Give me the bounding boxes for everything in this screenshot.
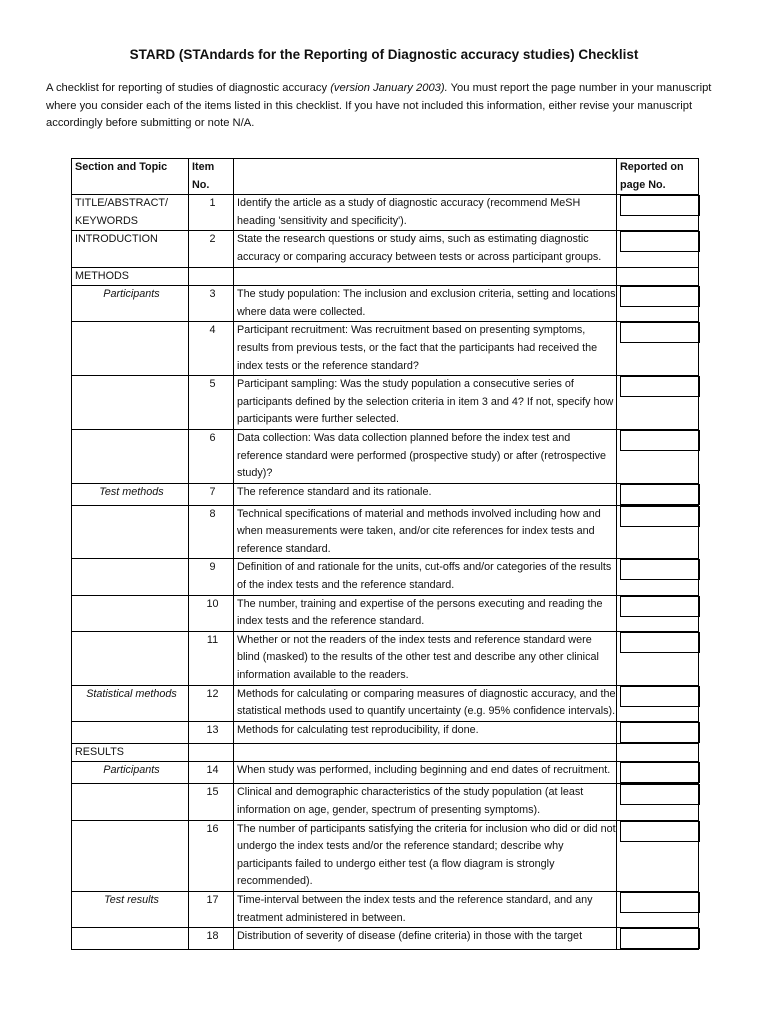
table-row xyxy=(72,820,699,891)
item-number: 14 xyxy=(189,762,234,784)
section-cell xyxy=(72,322,189,376)
page-number-box[interactable] xyxy=(620,784,700,805)
page-number-cell xyxy=(617,231,699,267)
intro-text-end: You must report the page number in your manuscript where you consider each of the items listed in this checklist. If you have not included this information, either revise your manuscript accordingly before submitting or note N/A. xyxy=(46,82,712,129)
page-number-box[interactable] xyxy=(620,195,700,216)
item-number: 17 xyxy=(189,891,234,927)
page-number-box[interactable] xyxy=(620,322,700,343)
subsection-cell: Test results xyxy=(72,891,189,927)
page-number-cell xyxy=(617,820,699,891)
item-description: When study was performed, including beginning and end dates of recruitment. xyxy=(234,762,617,784)
section-cell xyxy=(72,631,189,685)
table-row xyxy=(72,322,699,376)
item-number: 13 xyxy=(189,721,234,743)
section-cell xyxy=(72,928,189,950)
item-description xyxy=(234,267,617,286)
header-section-topic: Section and Topic xyxy=(72,159,189,195)
item-number: 18 xyxy=(189,928,234,950)
intro-version: (version January 2003). xyxy=(330,82,448,94)
table-row xyxy=(72,721,699,743)
section-cell: TITLE/ABSTRACT/ KEYWORDS xyxy=(72,195,189,231)
page-number-cell xyxy=(617,559,699,595)
page-number-box[interactable] xyxy=(620,928,700,949)
section-cell: METHODS xyxy=(72,267,189,286)
page-number-cell xyxy=(617,595,699,631)
page-number-cell xyxy=(617,685,699,721)
page-number-cell xyxy=(617,928,699,950)
table-row xyxy=(72,231,699,267)
item-description: Methods for calculating or comparing measures of diagnostic accuracy, and the statistical methods used to quantify uncertainty (e.g. 95% confidence intervals). xyxy=(234,685,617,721)
header-reported-page: Reported on page No. xyxy=(617,159,699,195)
item-number: 4 xyxy=(189,322,234,376)
section-cell xyxy=(72,721,189,743)
item-description: State the research questions or study aims, such as estimating diagnostic accuracy or comparing accuracy between tests or across participant groups. xyxy=(234,231,617,267)
item-number: 6 xyxy=(189,429,234,483)
subsection-cell: Statistical methods xyxy=(72,685,189,721)
table-row xyxy=(72,631,699,685)
page-number-cell xyxy=(617,762,699,784)
item-description: Participant sampling: Was the study population a consecutive series of participants defined by the selection criteria in item 3 and 4? If not, specify how participants were further selected. xyxy=(234,376,617,430)
page-number-box[interactable] xyxy=(620,506,700,527)
table-row xyxy=(72,559,699,595)
page-number-cell xyxy=(617,743,699,762)
item-description: The number of participants satisfying the criteria for inclusion who did or did not undergo the index tests and/or the reference standard; describe why participants failed to undergo either test (a flow diagram is strongly recommended). xyxy=(234,820,617,891)
page-number-cell xyxy=(617,429,699,483)
page-number-box[interactable] xyxy=(620,686,700,707)
item-number xyxy=(189,743,234,762)
stard-checklist-table xyxy=(71,158,699,950)
page-number-box[interactable] xyxy=(620,762,700,783)
page-number-box[interactable] xyxy=(620,892,700,913)
section-cell xyxy=(72,376,189,430)
page-number-box[interactable] xyxy=(620,484,700,505)
item-number: 11 xyxy=(189,631,234,685)
item-description: Definition of and rationale for the units, cut-offs and/or categories of the results of the index tests and the reference standard. xyxy=(234,559,617,595)
page-number-cell xyxy=(617,376,699,430)
page-number-box[interactable] xyxy=(620,559,700,580)
item-number: 12 xyxy=(189,685,234,721)
table-row xyxy=(72,784,699,820)
item-number: 16 xyxy=(189,820,234,891)
item-description: Identify the article as a study of diagnostic accuracy (recommend MeSH heading 'sensitivity and specificity'). xyxy=(234,195,617,231)
subsection-cell: Test methods xyxy=(72,483,189,505)
page-number-box[interactable] xyxy=(620,722,700,743)
item-description: Data collection: Was data collection planned before the index test and reference standard were performed (prospective study) or after (retrospective study)? xyxy=(234,429,617,483)
section-cell xyxy=(72,429,189,483)
table-row xyxy=(72,762,699,784)
subsection-cell: Participants xyxy=(72,286,189,322)
section-cell xyxy=(72,559,189,595)
page-number-cell xyxy=(617,483,699,505)
page-number-box[interactable] xyxy=(620,286,700,307)
table-row xyxy=(72,429,699,483)
item-description: Methods for calculating test reproducibility, if done. xyxy=(234,721,617,743)
item-number: 5 xyxy=(189,376,234,430)
section-heading-row xyxy=(72,267,699,286)
item-number: 8 xyxy=(189,505,234,559)
header-item-no: Item No. xyxy=(189,159,234,195)
page-number-box[interactable] xyxy=(620,596,700,617)
item-description xyxy=(234,743,617,762)
section-cell: RESULTS xyxy=(72,743,189,762)
table-row xyxy=(72,928,699,950)
item-description: Distribution of severity of disease (define criteria) in those with the target xyxy=(234,928,617,950)
item-description: Clinical and demographic characteristics of the study population (at least information on age, gender, spectrum of presenting symptoms). xyxy=(234,784,617,820)
page-number-cell xyxy=(617,322,699,376)
table-row xyxy=(72,685,699,721)
section-cell xyxy=(72,505,189,559)
page-number-box[interactable] xyxy=(620,821,700,842)
item-description: Technical specifications of material and methods involved including how and when measurements were taken, and/or cite references for index tests and reference standard. xyxy=(234,505,617,559)
item-number: 7 xyxy=(189,483,234,505)
item-number: 15 xyxy=(189,784,234,820)
page-number-cell xyxy=(617,505,699,559)
item-description: Whether or not the readers of the index tests and reference standard were blind (masked) to the results of the other test and describe any other clinical information available to the readers. xyxy=(234,631,617,685)
intro-text-start: A checklist for reporting of studies of diagnostic accuracy xyxy=(46,82,331,94)
item-description: The number, training and expertise of the persons executing and reading the index tests and the reference standard. xyxy=(234,595,617,631)
header-row xyxy=(72,159,699,195)
page-number-cell xyxy=(617,267,699,286)
page-number-box[interactable] xyxy=(620,231,700,252)
table-row xyxy=(72,483,699,505)
table-row xyxy=(72,505,699,559)
item-number: 9 xyxy=(189,559,234,595)
section-cell: INTRODUCTION xyxy=(72,231,189,267)
item-number: 2 xyxy=(189,231,234,267)
intro-paragraph xyxy=(46,80,736,133)
page-number-box[interactable] xyxy=(620,376,700,397)
item-number: 10 xyxy=(189,595,234,631)
table-row xyxy=(72,595,699,631)
page-number-box[interactable] xyxy=(620,632,700,653)
item-description: The reference standard and its rationale. xyxy=(234,483,617,505)
table-row xyxy=(72,286,699,322)
subsection-cell: Participants xyxy=(72,762,189,784)
table-row xyxy=(72,195,699,231)
section-cell xyxy=(72,595,189,631)
item-number xyxy=(189,267,234,286)
page-number-cell xyxy=(617,721,699,743)
item-number: 3 xyxy=(189,286,234,322)
page-number-cell xyxy=(617,784,699,820)
page-number-cell xyxy=(617,195,699,231)
page-number-cell xyxy=(617,631,699,685)
header-description xyxy=(234,159,617,195)
table-row xyxy=(72,891,699,927)
item-number: 1 xyxy=(189,195,234,231)
page-title: STARD (STAndards for the Reporting of Diagnostic accuracy studies) Checklist xyxy=(129,47,639,62)
item-description: Time-interval between the index tests and the reference standard, and any treatment administered in between. xyxy=(234,891,617,927)
section-heading-row xyxy=(72,743,699,762)
section-cell xyxy=(72,784,189,820)
item-description: Participant recruitment: Was recruitment based on presenting symptoms, results from previous tests, or the fact that the participants had received the index tests or the reference standard? xyxy=(234,322,617,376)
page-number-cell xyxy=(617,286,699,322)
section-cell xyxy=(72,820,189,891)
page-number-cell xyxy=(617,891,699,927)
item-description: The study population: The inclusion and exclusion criteria, setting and locations where data were collected. xyxy=(234,286,617,322)
table-row xyxy=(72,376,699,430)
page-number-box[interactable] xyxy=(620,430,700,451)
